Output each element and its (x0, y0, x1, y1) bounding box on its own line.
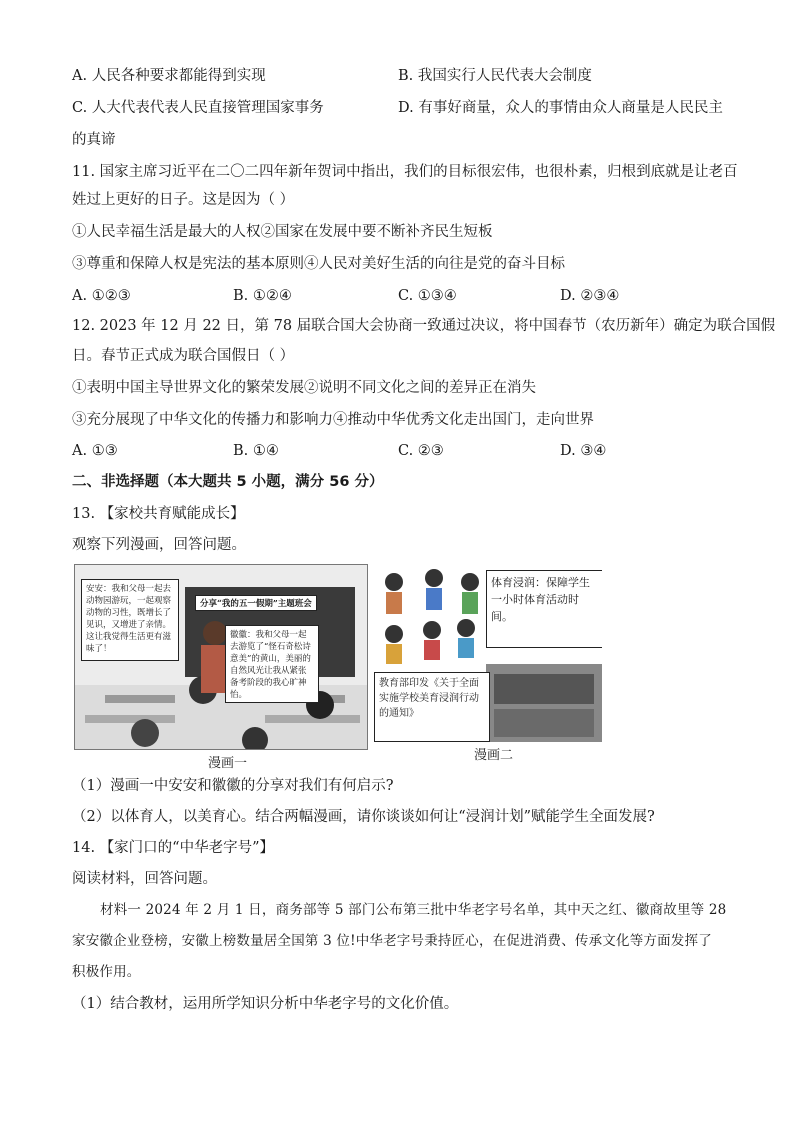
q14-subquestion-1: （1）结合教材，运用所学知识分析中华老字号的文化价值。 (72, 996, 459, 1012)
section-heading: 二、非选择题（本大题共 5 小题，满分 56 分） (72, 474, 384, 490)
q12-option-d: D. ③④ (560, 443, 607, 459)
q14-title: 14. 【家门口的“中华老字号”】 (72, 840, 274, 856)
q10-option-a: A. 人民各种要求都能得到实现 (72, 68, 266, 84)
q14-material-line3: 积极作用。 (72, 964, 141, 980)
q12-option-b: B. ①④ (233, 443, 279, 459)
q13-subquestion-2: （2）以体育人，以美育心。结合两幅漫画，请你谈谈如何让“浸润计划”赋能学生全面发展? (72, 809, 655, 825)
q11-stem-line1: 11. 国家主席习近平在二〇二四年新年贺词中指出，我们的目标很宏伟，也很朴素，归根到底就是让老百 (72, 164, 738, 180)
q11-option-c: C. ①③④ (398, 288, 457, 304)
speech-bubble-anan: 安安：我和父母一起去动物园游玩，一起观察动物的习性，既增长了见识，又增进了亲情。这让我觉得生活更有滋味了！ (81, 579, 179, 661)
speech-bubble-sports: 体育浸润：保障学生一小时体育活动时间。 (486, 570, 602, 648)
q12-stem-line2: 日。春节正式成为联合国假日（ ） (72, 348, 295, 364)
q13-title: 13. 【家校共育赋能成长】 (72, 506, 245, 522)
speech-bubble-huihui: 徽徽：我和父母一起去游览了“怪石奇松诗意美”的黄山，美丽的自然风光让我从紧张备考阶段的我心旷神怡。 (225, 625, 319, 703)
q12-stem-line1: 12. 2023 年 12 月 22 日，第 78 届联合国大会协商一致通过决议，将中国春节（农历新年）确定为联合国假 (72, 318, 776, 334)
q10-option-d-continued: 的真谛 (72, 132, 116, 148)
q11-statements-2: ③尊重和保障人权是宪法的基本原则④人民对美好生活的向往是党的奋斗目标 (72, 256, 565, 272)
q10-option-d: D. 有事好商量，众人的事情由众人商量是人民民主 (398, 100, 723, 116)
q14-material-line1: 材料一 2024 年 2 月 1 日，商务部等 5 部门公布第三批中华老字号名单，其中天之红、徽商故里等 28 (100, 902, 727, 918)
comic-two-illustration (374, 564, 602, 744)
speech-bubble-arts-notice: 教育部印发《关于全面实施学校美育浸润行动的通知》 (374, 672, 490, 742)
q13-intro: 观察下列漫画，回答问题。 (72, 537, 246, 553)
q11-option-d: D. ②③④ (560, 288, 620, 304)
q11-option-b: B. ①②④ (233, 288, 292, 304)
q14-intro: 阅读材料，回答问题。 (72, 871, 217, 887)
comic-one-caption: 漫画一 (208, 756, 248, 771)
q12-statements-1: ①表明中国主导世界文化的繁荣发展②说明不同文化之间的差异正在消失 (72, 380, 536, 396)
q11-option-a: A. ①②③ (72, 288, 131, 304)
comic-two-caption: 漫画二 (474, 748, 514, 763)
q10-option-b: B. 我国实行人民代表大会制度 (398, 68, 592, 84)
q10-option-c: C. 人大代表代表人民直接管理国家事务 (72, 100, 324, 116)
comic-one-illustration (74, 564, 368, 750)
q11-statements-1: ①人民幸福生活是最大的人权②国家在发展中要不断补齐民生短板 (72, 224, 493, 240)
q11-stem-line2: 姓过上更好的日子。这是因为（ ） (72, 192, 295, 208)
q12-option-a: A. ①③ (72, 443, 118, 459)
q14-material-line2: 家安徽企业登榜，安徽上榜数量居全国第 3 位!中华老字号秉持匠心，在促进消费、传承文化等方面发挥了 (72, 933, 712, 949)
q12-option-c: C. ②③ (398, 443, 444, 459)
q12-statements-2: ③充分展现了中华文化的传播力和影响力④推动中华优秀文化走出国门，走向世界 (72, 412, 594, 428)
q13-subquestion-1: （1）漫画一中安安和徽徽的分享对我们有何启示? (72, 778, 394, 794)
class-meeting-banner: 分享“我的五一假期”主题班会 (195, 595, 317, 611)
